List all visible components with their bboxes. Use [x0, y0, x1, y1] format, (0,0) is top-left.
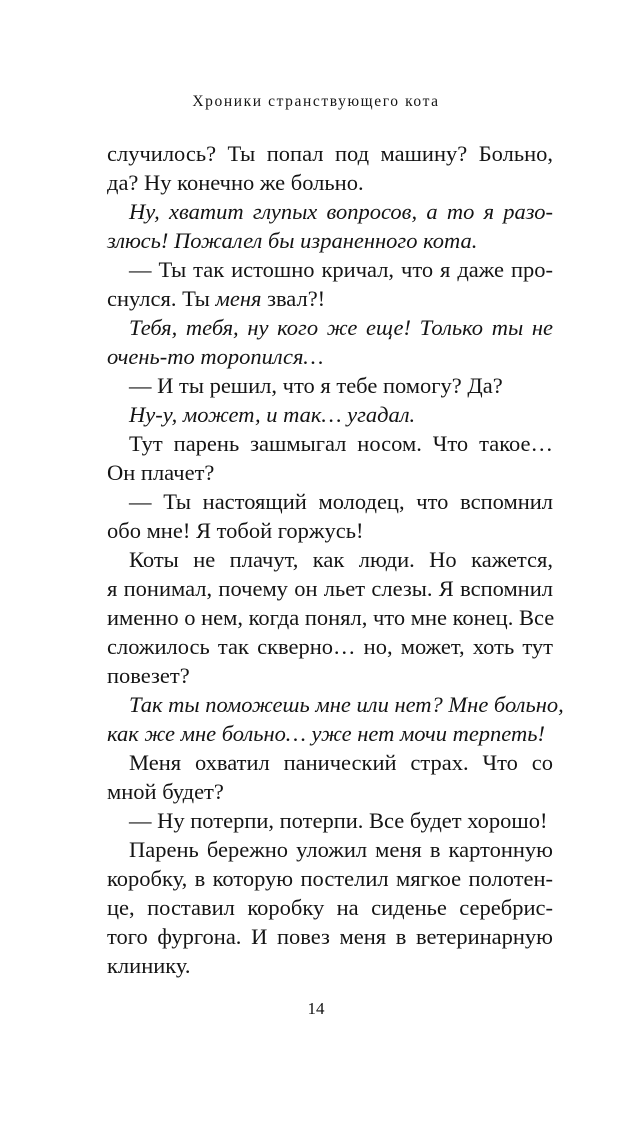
text-line: злюсь! Пожалел бы израненного кота. [107, 228, 478, 253]
text-line: того фургона. И повез меня в ветеринарную [107, 924, 553, 949]
page-number: 14 [307, 999, 325, 1018]
text-line: обо мне! Я тобой горжусь! [107, 518, 364, 543]
text-line: Тебя, тебя, ну кого же еще! Только ты не [129, 315, 553, 340]
text-line: Меня охватил панический страх. Что со [129, 750, 553, 775]
body-text [107, 139, 564, 980]
text-line: именно о нем, когда понял, что мне конец. Все [107, 605, 555, 630]
text-line: мной будет? [107, 779, 224, 804]
emphasis: меня [215, 286, 262, 311]
text-line: Он плачет? [107, 460, 215, 485]
text-line: — Ты так истошно кричал, что я даже про- [129, 257, 553, 282]
text-line: да? Ну конечно же больно. [107, 170, 364, 195]
text-line: Ну, хватит глупых вопросов, а то я разо- [129, 199, 553, 224]
text-line: снулся. Ты меня звал?! [107, 286, 326, 311]
text-line: Ну-у, может, и так… угадал. [129, 402, 416, 427]
text-line: — Ну потерпи, потерпи. Все будет хорошо! [129, 808, 548, 833]
text-line: сложилось так скверно… но, может, хоть тут [107, 634, 553, 659]
text-line: Тут парень зашмыгал носом. Что такое… [129, 431, 553, 456]
text-line: как же мне больно… уже нет мочи терпеть! [107, 721, 545, 746]
text-line: Коты не плачут, как люди. Но кажется, [129, 547, 553, 572]
text-line: очень-то торопился… [107, 344, 324, 369]
text-line: — И ты решил, что я тебе помогу? Да? [129, 373, 503, 398]
text-line: повезет? [107, 663, 190, 688]
text-line: це, поставил коробку на сиденье серебрис- [107, 895, 553, 920]
text-line: я понимал, почему он льет слезы. Я вспомнил [107, 576, 553, 601]
running-title: Хроники странствующего кота [192, 93, 440, 110]
text-line: Так ты поможешь мне или нет? Мне больно, [129, 692, 564, 717]
text-line: случилось? Ты попал под машину? Больно, [107, 141, 553, 166]
text-line: — Ты настоящий молодец, что вспомнил [129, 489, 553, 514]
text-line: коробку, в которую постелил мягкое полотен- [107, 866, 553, 891]
text-line: клинику. [107, 953, 191, 978]
text-line: Парень бережно уложил меня в картонную [129, 837, 553, 862]
